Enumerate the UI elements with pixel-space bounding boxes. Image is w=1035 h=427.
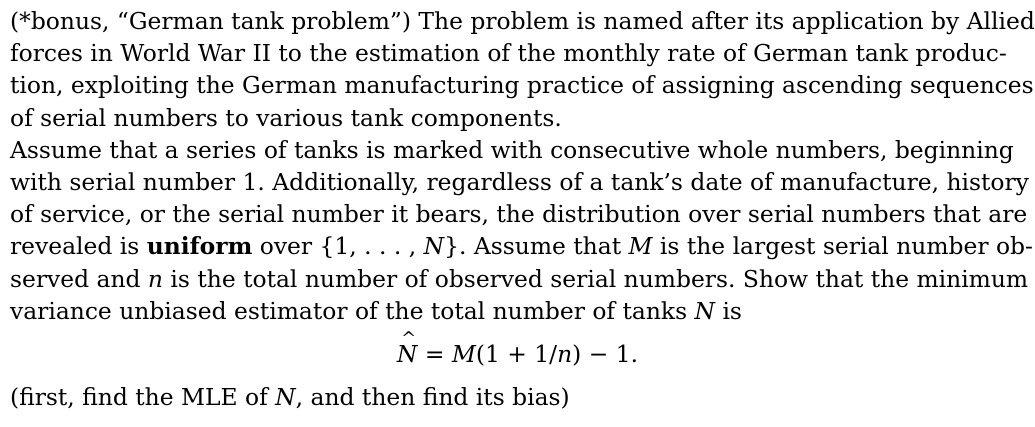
text-line-7: of service, or the serial number it bears, the distribution over serial numbers that are bbox=[10, 200, 1028, 229]
equation-eq: = bbox=[417, 339, 452, 368]
hint-var-N: N bbox=[275, 382, 296, 411]
var-N: N bbox=[423, 232, 445, 261]
text-line-3: tion, exploiting the German manufacturing practice of assigning ascending sequences bbox=[10, 71, 1034, 100]
line8-mid: over {1, . . . , bbox=[252, 232, 424, 261]
hint-post: , and then find its bias) bbox=[295, 382, 570, 411]
line10-pre: variance unbiased estimator of the total number of tanks bbox=[10, 296, 695, 325]
line8-tail: is the largest serial number ob- bbox=[652, 232, 1033, 261]
uniform-bold: uniform bbox=[146, 232, 253, 261]
var-M: M bbox=[628, 232, 653, 261]
text-line-10 bbox=[10, 295, 985, 327]
equation-rest: (1 + 1/ bbox=[475, 339, 558, 368]
text-line-9 bbox=[10, 263, 1029, 295]
N-hat: ^ N bbox=[397, 338, 417, 370]
line8-pre: revealed is bbox=[10, 232, 147, 261]
hint-pre: (first, find the MLE of bbox=[10, 382, 276, 411]
line8-post: }. Assume that bbox=[444, 232, 629, 261]
text-line-6: with serial number 1. Additionally, regardless of a tank’s date of manufacture, history bbox=[10, 167, 1029, 196]
text-line-4: of serial numbers to various tank components. bbox=[10, 103, 562, 132]
text-line-5: Assume that a series of tanks is marked with consecutive whole numbers, beginning bbox=[10, 135, 1014, 164]
line10-post: is bbox=[715, 296, 742, 325]
var-n: n bbox=[147, 264, 163, 293]
equation-n: n bbox=[557, 339, 573, 368]
equation-M: M bbox=[451, 339, 476, 368]
text-line-1: (*bonus, “German tank problem”) The problem is named after its application by Allied bbox=[10, 7, 1035, 35]
estimator-equation bbox=[10, 338, 985, 370]
hint-line bbox=[10, 381, 985, 413]
var-N-2: N bbox=[694, 296, 716, 325]
equation-close: ) − 1. bbox=[572, 339, 639, 368]
line9-post: is the total number of observed serial numbers. Show that the minimum bbox=[163, 264, 1029, 293]
text-line-8 bbox=[10, 230, 1033, 262]
problem-text bbox=[10, 5, 1035, 413]
text-line-2: forces in World War II to the estimation of the monthly rate of German tank produc- bbox=[10, 39, 1007, 68]
line9-pre: served and bbox=[10, 264, 148, 293]
